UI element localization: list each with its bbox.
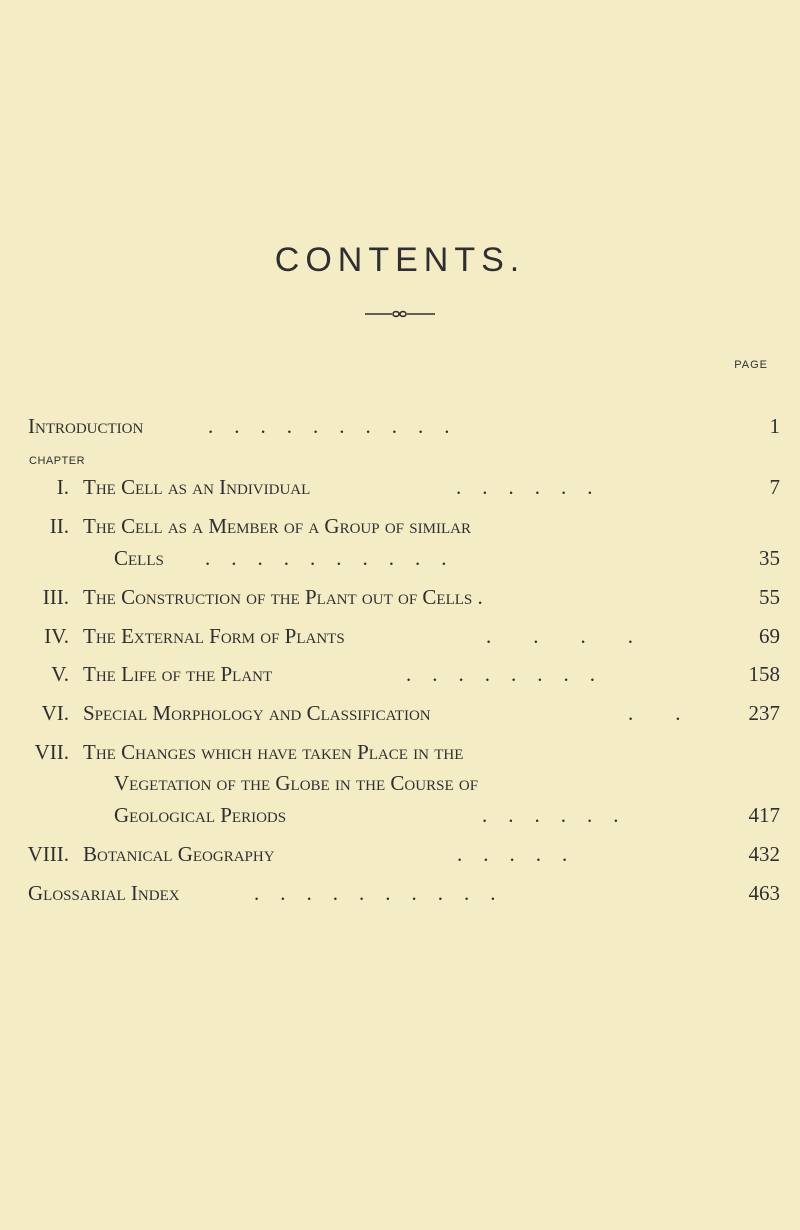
toc-entry-chapter-4 <box>0 621 800 651</box>
leader-dots: . . . . . . . . . . <box>254 881 496 905</box>
leader-dots: . . . . . <box>457 842 568 866</box>
chapter-column-heading: CHAPTER <box>29 455 86 467</box>
entry-title-continued: Cells <box>114 546 164 570</box>
toc-entry-introduction <box>0 411 800 441</box>
entry-page-number: 158 <box>748 662 780 686</box>
leader-dots: . . . . . . . . <box>406 662 595 686</box>
entry-page-number: 55 <box>759 585 780 609</box>
entry-title: The Life of the Plant <box>83 662 273 686</box>
chapter-numeral: III. <box>42 585 69 609</box>
entry-page-number: 1 <box>769 414 780 438</box>
chapter-numeral: IV. <box>44 624 69 648</box>
entry-title: The Construction of the Plant out of Cells . <box>83 585 483 609</box>
entry-page-number: 237 <box>748 701 780 725</box>
entry-title: The External Form of Plants <box>83 624 345 648</box>
chapter-numeral: VI. <box>41 701 69 725</box>
chapter-numeral: VIII. <box>27 842 69 866</box>
entry-title: Special Morphology and Classification <box>83 701 431 725</box>
entry-title-continued: Vegetation of the Globe in the Course of <box>114 771 479 795</box>
toc-entry-chapter-1 <box>0 472 800 502</box>
toc-entry-chapter-2-line-1 <box>0 511 800 541</box>
ornament-divider <box>365 308 435 320</box>
chapter-numeral: I. <box>56 475 69 499</box>
entry-title: The Cell as a Member of a Group of similar <box>83 514 471 538</box>
chapter-numeral: VII. <box>34 740 69 764</box>
entry-title: Introduction <box>28 414 144 438</box>
leader-dots: . . . . <box>486 624 633 648</box>
entry-page-number: 432 <box>748 842 780 866</box>
entry-page-number: 35 <box>759 546 780 570</box>
toc-entry-chapter-8 <box>0 839 800 869</box>
entry-title: The Changes which have taken Place in the <box>83 740 464 764</box>
leader-dots: . . <box>628 701 681 725</box>
entry-title: Glossarial Index <box>28 881 180 905</box>
entry-title: Botanical Geography <box>83 842 275 866</box>
toc-entry-chapter-2-line-2 <box>0 543 800 573</box>
chapter-numeral: II. <box>49 514 69 538</box>
leader-dots: . . . . . . <box>456 475 593 499</box>
leader-dots: . . . . . . . . . . <box>205 546 447 570</box>
page-title: CONTENTS. <box>274 241 526 279</box>
entry-page-number: 7 <box>769 475 780 499</box>
leader-dots: . . . . . . <box>482 803 619 827</box>
page-column-heading: PAGE <box>734 359 768 371</box>
toc-entry-chapter-3 <box>0 582 800 612</box>
toc-entry-chapter-7-line-1 <box>0 737 800 767</box>
chapter-numeral: V. <box>51 662 69 686</box>
entry-title-continued: Geological Periods <box>114 803 287 827</box>
entry-page-number: 69 <box>759 624 780 648</box>
toc-entry-chapter-7-line-3 <box>0 800 800 830</box>
leader-dots: . . . . . . . . . . <box>208 414 450 438</box>
entry-title: The Cell as an Individual <box>83 475 311 499</box>
toc-entry-chapter-7-line-2 <box>0 768 800 798</box>
toc-entry-glossarial-index <box>0 878 800 908</box>
toc-entry-chapter-6 <box>0 698 800 728</box>
toc-entry-chapter-5 <box>0 659 800 689</box>
entry-page-number: 417 <box>748 803 780 827</box>
entry-page-number: 463 <box>748 881 780 905</box>
